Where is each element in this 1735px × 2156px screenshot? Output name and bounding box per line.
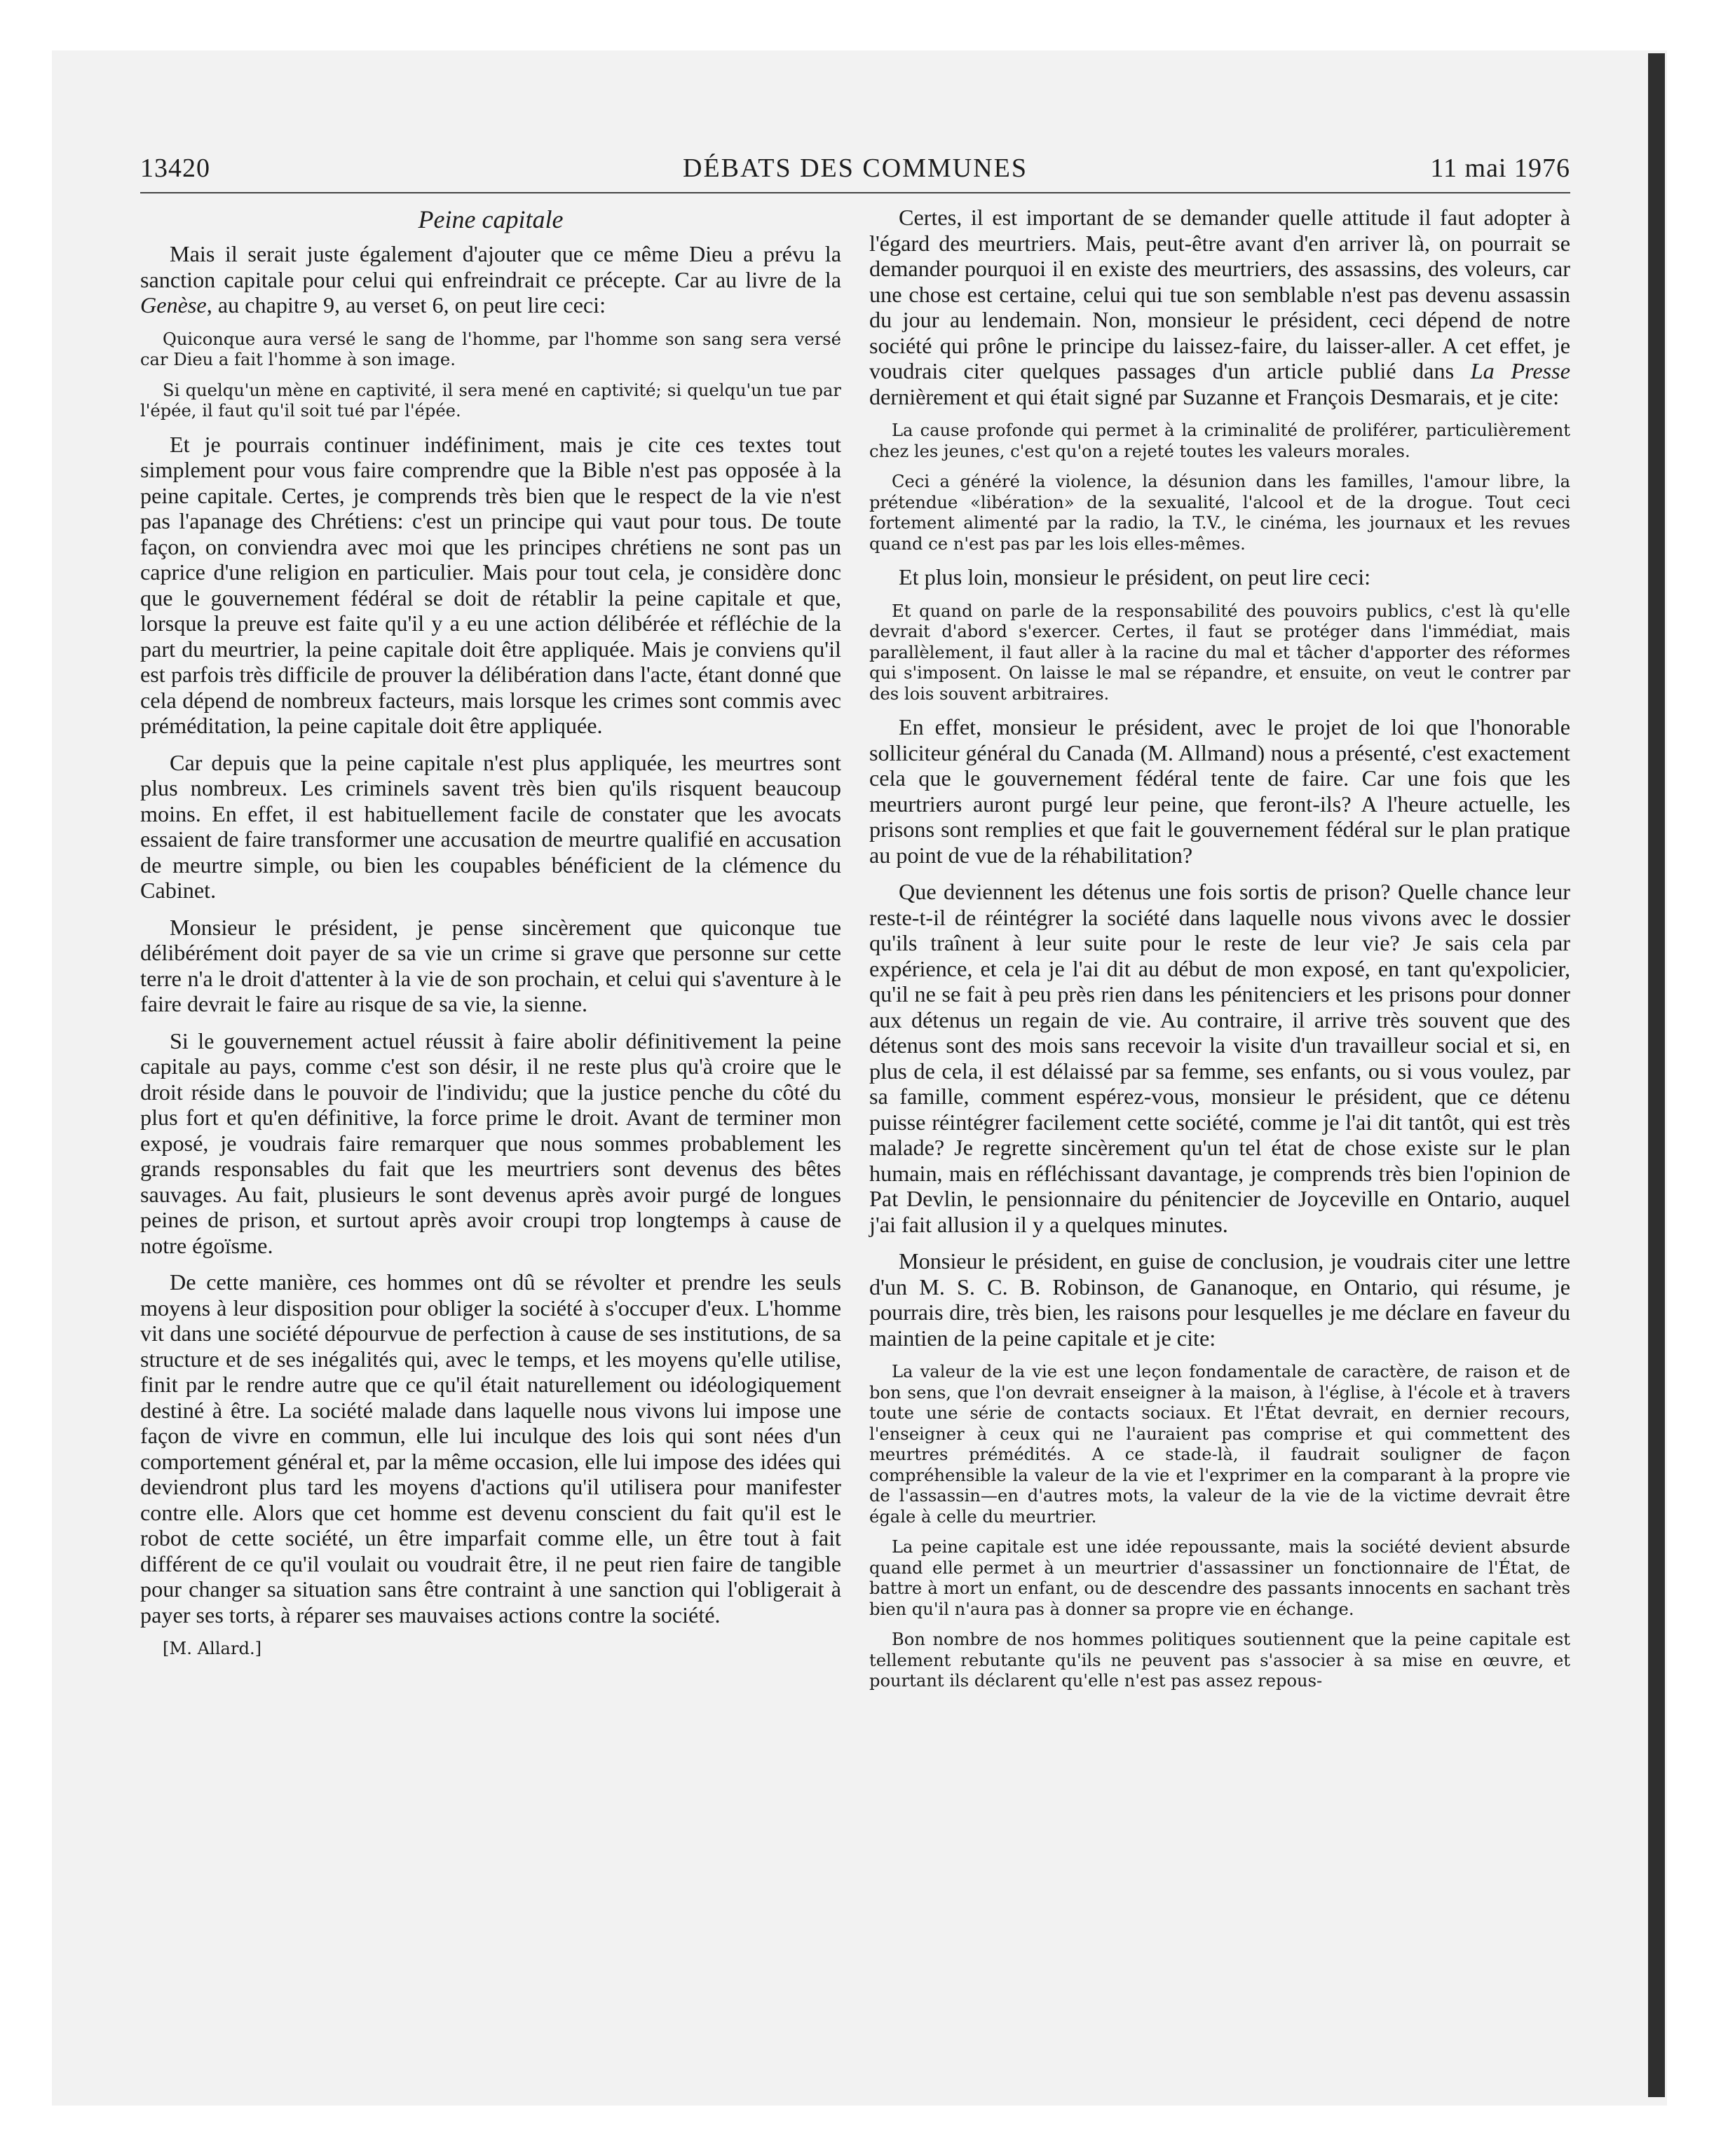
speaker-attribution: [M. Allard.] [163, 1639, 262, 1658]
paragraph [140, 241, 841, 318]
left-column [140, 205, 841, 1658]
paragraph-text: Mais il serait juste également d'ajouter que ce même Dieu a prévu la sanction capitale pour celui qui enfreindrait ce précepte. Car au livre de la [140, 241, 841, 292]
newspaper-title: La Presse [1470, 358, 1570, 383]
paragraph: Si le gouvernement actuel réussit à faire abolir définitivement la peine capitale au pays, comme c'est son désir, il ne reste plus qu'à croire que le droit réside dans le pouvoir de l'individu; que la justice penche du côté du plus fort et qu'en définitive, la force prime le droit. Avant de terminer mon exposé, je voudrais faire remarquer que nous sommes probablement les grands responsables du fait que les meurtriers sont devenus des bêtes sauvages. Au fait, plusieurs le sont devenus après avoir purgé de longues peines de prison, et surtout après avoir croupi trop longtemps à cause de notre égoïsme. [140, 1028, 841, 1258]
page-number: 13420 [140, 153, 210, 183]
quotation: La peine capitale est une idée repoussante, mais la société devient absurde quand elle permet à un meurtrier d'assassiner un fonctionnaire de l'État, de battre à mort un enfant, ou de descendre des passants innocents en sachant très bien qu'il n'aura pas à donner sa propre vie en échange. [869, 1537, 1570, 1619]
paragraph: Et je pourrais continuer indéfiniment, mais je cite ces textes tout simplement pour vous faire comprendre que la Bible n'est pas opposée à la peine capitale. Certes, je comprends très bien que le respect de la vie n'est pas l'apanage des Chrétiens: c'est un principe qui vaut pour tous. De toute façon, on conviendra avec moi que les principes chrétiens ne sont pas un caprice d'une religion en particulier. Mais pour tout cela, je considère donc que le gouvernement fédéral se doit de rétablir la peine capitale et que, lorsque la preuve est faite qu'il y a eu une action délibérée et réfléchie de la part du meurtrier, la peine capitale doit être appliquée. Mais je conviens qu'il est parfois très difficile de prouver la délibération dans l'acte, étant donné que cela dépend de nombreux facteurs, mais lorsque les crimes sont commis avec préméditation, la peine capitale doit être appliquée. [140, 431, 841, 738]
paragraph: Monsieur le président, en guise de conclusion, je voudrais citer une lettre d'un M. S. C. B. Robinson, de Gananoque, en Ontario, qui résume, je pourrais dire, très bien, les raisons pour lesquelles je me déclare en faveur du maintien de la peine capitale et je cite: [869, 1248, 1570, 1351]
quotation: Ceci a généré la violence, la désunion dans les familles, l'amour libre, la prétendue «libération» de la sexualité, l'alcool et de la drogue. Tout ceci fortement alimenté par la radio, la T.V., le cinéma, les journaux et les revues quand ce n'est pas par les lois elles-mêmes. [869, 472, 1570, 554]
paragraph [869, 205, 1570, 409]
paragraph: Monsieur le président, je pense sincèrement que quiconque tue délibérément doit payer de sa vie un crime si grave que personne sur cette terre n'a le droit d'attenter à la vie de son prochain, et celui qui s'aventure à le faire devrait le faire au risque de sa vie, la sienne. [140, 914, 841, 1016]
subject-heading: Peine capitale [418, 205, 564, 233]
right-column [869, 205, 1570, 1702]
paragraph: En effet, monsieur le président, avec le projet de loi que l'honorable solliciteur général du Canada (M. Allmand) nous a présenté, c'est exactement cela que le gouvernement fédéral tente de faire. Car une fois que les meurtriers auront purgé leur peine, que feront-ils? A l'heure actuelle, les prisons sont remplies et que fait le gouvernement fédéral sur le plan pratique au point de vue de la réhabilitation? [869, 714, 1570, 868]
quotation: La valeur de la vie est une leçon fondamentale de caractère, de raison et de bon sens, que l'on devrait enseigner à la maison, à l'église, à l'école et à travers toute une série de contacts sociaux. Et l'État devrait, en dernier recours, l'enseigner à ceux qui ne l'auraient pas comprise et qui commettent des meurtres prémédités. A ce stade-là, il faudrait souligner de façon compréhensible la valeur de la vie et l'exprimer en la comparant à la propre vie de l'assassin—en d'autres mots, la valeur de la vie de la victime devrait être égale à celle du meurtrier. [869, 1362, 1570, 1527]
scan-edge [1648, 53, 1665, 2097]
book-title: Genèse [140, 292, 207, 318]
paragraph-text: dernièrement et qui était signé par Suzanne et François Desmarais, et je cite: [869, 383, 1560, 409]
page-header [140, 150, 1570, 193]
paragraph: Car depuis que la peine capitale n'est plus appliquée, les meurtres sont plus nombreux. Les criminels savent très bien qu'ils risquent beaucoup moins. En effet, il est habituellement facile de constater que les avocats essaient de faire transformer une accusation de meurtre qualifié en accusation de meurtre simple, ou bien les coupables bénéficient de la clémence du Cabinet. [140, 749, 841, 903]
quotation: Et quand on parle de la responsabilité des pouvoirs publics, c'est là qu'elle devrait d'abord s'exercer. Certes, il faut se protéger dans l'immédiat, mais parallèlement, il faut aller à la racine du mal et tâcher d'apporter des réformes qui s'imposent. On laisse le mal se répandre, et ensuite, on veut le contrer par des lois souvent arbitraires. [869, 601, 1570, 704]
paragraph: Et plus loin, monsieur le président, on peut lire ceci: [899, 564, 1371, 589]
quotation: Si quelqu'un mène en captivité, il sera mené en captivité; si quelqu'un tue par l'épée, il faut qu'il soit tué par l'épée. [140, 380, 841, 421]
publication-title: DÉBATS DES COMMUNES [683, 153, 1028, 183]
paragraph-text: Certes, il est important de se demander quelle attitude il faut adopter à l'égard des meurtriers. Mais, peut-être avant d'en arriver là, on pourrait se demander pourquoi il en existe des meurtriers, des assassins, des voleurs, car une chose est certaine, celui qui tue son semblable n'est pas devenu assassin du jour au lendemain. Non, monsieur le président, ceci dépend de notre société qui prône le principe du laissez-faire, du laisser-aller. A cet effet, je voudrais citer quelques passages d'un article publié dans [869, 205, 1570, 383]
paragraph: De cette manière, ces hommes ont dû se révolter et prendre les seuls moyens à leur disposition pour obliger la société à s'occuper d'eux. L'homme vit dans une société dépourvue de perfection à cause de ses institutions, de sa structure et de ses inégalités qui, avec le temps, et les moyens qu'elle utilise, finit par le rendre autre que ce qu'il était naturellement ou idéologiquement destiné à être. La société malade dans laquelle nous vivons lui impose une façon de vivre en commun, elle lui inculque des lois qui sont nées d'un comportement général et, par la même occasion, elle lui impose des idées qui deviendront plus tard les moyens d'actions qu'il utilisera pour manifester contre elle. Alors que cet homme est devenu conscient du fait qu'il est le robot de cette société, un être imparfait comme elle, un être tout à fait différent de ce qu'il voulait ou voudrait être, il ne peut rien faire de tangible pour changer sa situation sans être contraint à une sanction qui l'obligerait à payer ses torts, à réparer ses mauvaises actions contre la société. [140, 1269, 841, 1628]
paragraph-text: , au chapitre 9, au verset 6, on peut lire ceci: [206, 292, 606, 318]
quotation: La cause profonde qui permet à la criminalité de proliférer, particulièrement chez les jeunes, c'est qu'on a rejeté toutes les valeurs morales. [869, 421, 1570, 461]
quotation: Bon nombre de nos hommes politiques soutiennent que la peine capitale est tellement rebutante qu'ils ne peuvent pas s'associer à sa mise en œuvre, et pourtant ils déclarent qu'elle n'est pas assez repous- [869, 1630, 1570, 1691]
paragraph: Que deviennent les détenus une fois sortis de prison? Quelle chance leur reste-t-il de réintégrer la société dans laquelle nous vivons avec le dossier qu'ils traînent à leur suite pour le reste de leur vie? Je sais cela par expérience, et cela je l'ai dit au début de mon exposé, en tant qu'expolicier, qu'il ne se fait à peu près rien dans les pénitenciers et les prisons pour donner aux détenus un regain de vie. Au contraire, il arrive très souvent que des détenus sont des mois sans recevoir la visite d'un travailleur social et si, en plus de cela, il est délaissé par sa femme, ses enfants, ou si vous voulez, par sa famille, comment espérez-vous, monsieur le président, que ce détenu puisse réintégrer facilement cette société, comme je l'ai dit tantôt, qui est très malade? Je regrette sincèrement qu'un tel état de chose existe sur le plan humain, mais en réfléchissant davantage, je comprends très bien l'opinion de Pat Devlin, le pensionnaire du pénitencier de Joyceville en Ontario, auquel j'ai fait allusion il y a quelques minutes. [869, 879, 1570, 1237]
quotation: Quiconque aura versé le sang de l'homme, par l'homme son sang sera versé car Dieu a fait l'homme à son image. [140, 329, 841, 369]
issue-date: 11 mai 1976 [1430, 153, 1570, 183]
